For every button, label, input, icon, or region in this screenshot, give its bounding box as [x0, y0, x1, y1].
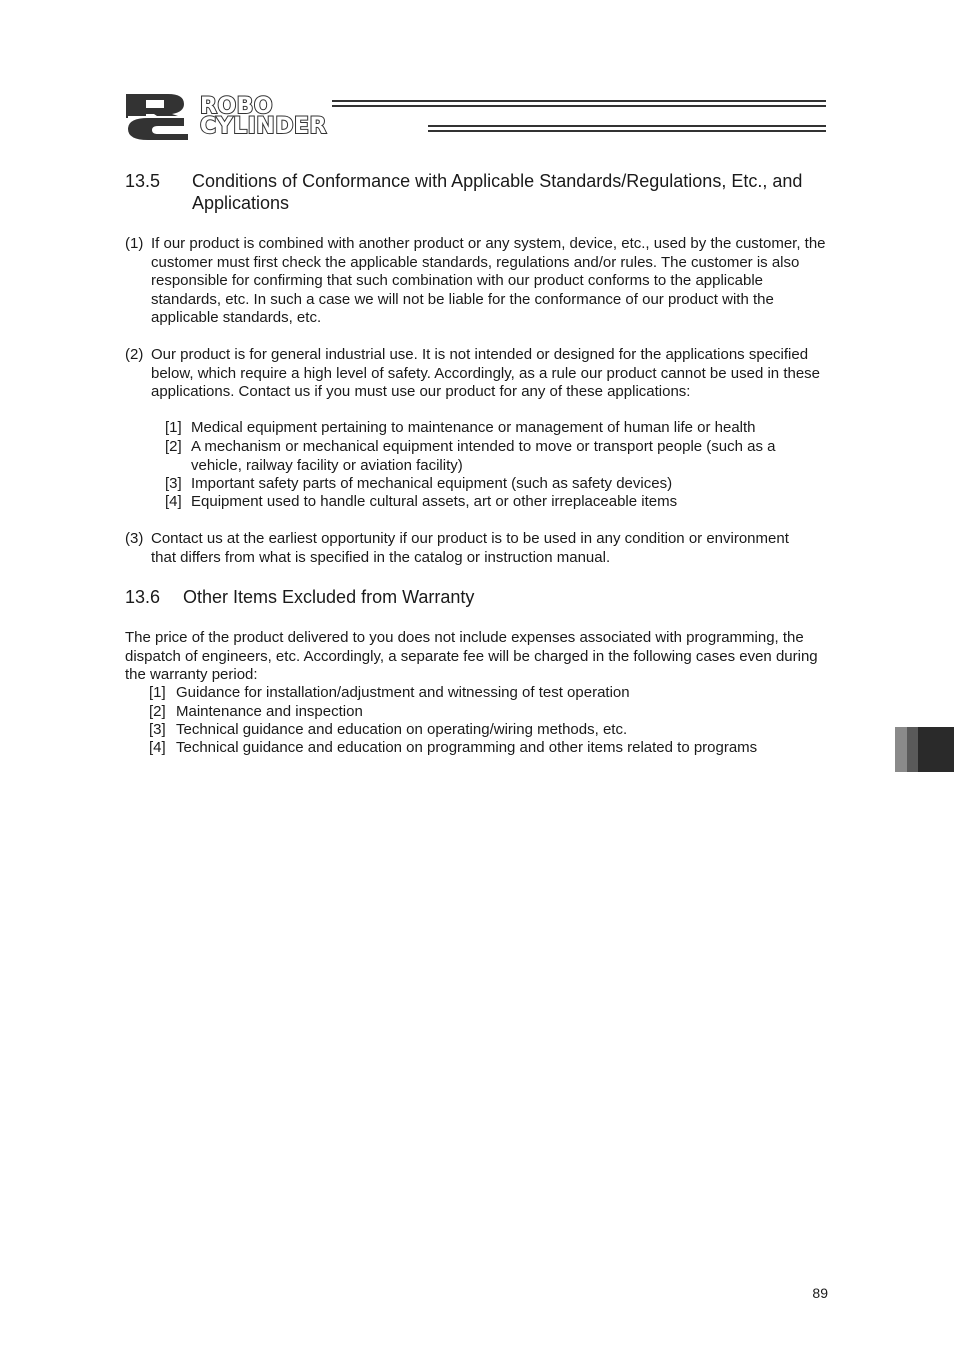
section-title: Conditions of Conformance with Applicable Standards/Regulations, Etc., and Applications: [192, 171, 803, 213]
sub-item-text: A mechanism or mechanical equipment intended to move or transport people (such as a vehicle, railway facility or aviation facility): [191, 438, 776, 474]
logo-text-cylinder: CYLINDER: [200, 114, 327, 139]
section-title: Other Items Excluded from Warranty: [183, 587, 475, 607]
page-number: 89: [812, 1285, 828, 1301]
sub-item-text: Important safety parts of mechanical equipment (such as safety devices): [191, 475, 673, 492]
section-number: 13.6: [125, 587, 161, 607]
item-text: If our product is combined with another product or any system, device, etc., used by the customer, the customer must first check the applicable standards, regulations and/or rules. The customer is also responsible for confirming that such combination with our product conforms to the applicable standards, etc. In such a case we will not be liable for the conformance of our product with the applicable standards, etc.: [151, 235, 826, 326]
item-text: Technical guidance and education on operating/wiring methods, etc.: [176, 721, 628, 738]
sub-item-marker: [4]: [165, 493, 182, 510]
sub-item-text: Equipment used to handle cultural assets, art or other irreplaceable items: [191, 493, 678, 510]
chapter-tab-mid: [907, 727, 918, 772]
robo-cylinder-logo: [124, 92, 826, 142]
item-text: Contact us at the earliest opportunity if our product is to be used in any condition or environment that differs from what is specified in the catalog or instruction manual.: [151, 530, 789, 566]
sub-item-marker: [2]: [165, 438, 182, 455]
item-text: Technical guidance and education on programming and other items related to programs: [176, 739, 758, 756]
chapter-tab-light: [895, 727, 907, 772]
section-number: 13.5: [125, 171, 161, 191]
item-marker: [1]: [149, 684, 166, 701]
item-marker: [2]: [149, 703, 166, 720]
logo-rule-top-1: [332, 100, 826, 102]
item-marker: (2): [125, 346, 144, 363]
logo-rule-bottom-1: [428, 125, 826, 127]
rc-logo-icon: [124, 92, 192, 142]
item-text: Maintenance and inspection: [176, 703, 363, 720]
logo-rule-top-2: [332, 105, 826, 107]
item-marker: (3): [125, 530, 144, 547]
item-marker: [4]: [149, 739, 166, 756]
logo-rule-bottom-2: [428, 130, 826, 132]
sub-item-text: Medical equipment pertaining to maintenance or management of human life or health: [191, 419, 756, 436]
logo-text-robo: ROBO: [200, 94, 274, 119]
sub-item-marker: [1]: [165, 419, 182, 436]
item-text: Guidance for installation/adjustment and witnessing of test operation: [176, 684, 630, 701]
chapter-tab-dark: [918, 727, 954, 772]
item-text: Our product is for general industrial use. It is not intended or designed for the applications specified below, which require a high level of safety. Accordingly, as a rule our product cannot be used in these applications. Contact us if you must use our product for any of these applications:: [151, 346, 821, 400]
section-13-6-intro: The price of the product delivered to you does not include expenses associated with programming, the dispatch of engineers, etc. Accordingly, a separate fee will be charged in the following cases even during the warranty period:: [125, 629, 818, 683]
item-marker: (1): [125, 235, 144, 252]
sub-item-marker: [3]: [165, 475, 182, 492]
item-marker: [3]: [149, 721, 166, 738]
